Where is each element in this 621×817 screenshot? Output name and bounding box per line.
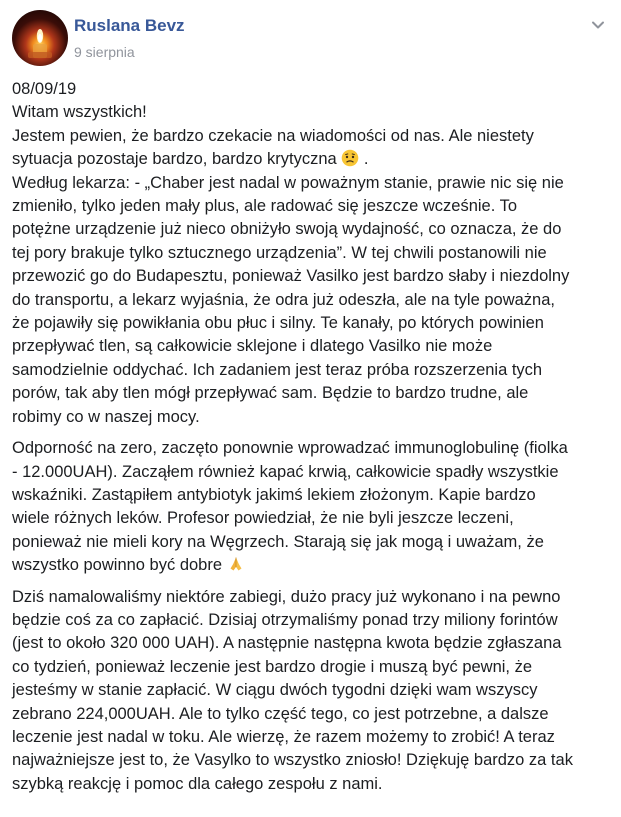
text-line: Odporność na zero, zaczęto ponownie wprowadzać immunoglobulinę (fiolka — [12, 439, 568, 458]
post-paragraph — [12, 437, 610, 577]
text-line: zmieniło, tylko jeden mały plus, ale radować się jeszcze wcześnie. To — [12, 197, 518, 216]
text-line — [12, 554, 610, 577]
post-paragraph — [12, 78, 610, 429]
text-line: leczenie jest nadal w toku. Ale wierzę, że razem możemy to zrobić! A teraz — [12, 727, 555, 746]
text-line: wiele różnych leków. Profesor powiedział, że nie byli jeszcze leczeni, — [12, 509, 514, 528]
post-header — [12, 10, 609, 66]
text-line: Witam wszystkich! — [12, 103, 147, 122]
post-paragraph — [12, 586, 610, 797]
worried-face-emoji — [341, 149, 359, 167]
text-line: wskaźniki. Zastąpiłem antybiotyk jakimś lekiem złożonym. Kapie bardzo — [12, 485, 536, 504]
post-date[interactable]: 9 sierpnia — [74, 44, 135, 60]
post-body — [12, 78, 610, 804]
text-line: potężne urządzenie już nieco obniżyło swoją wydajność, co oznacza, że do — [12, 220, 562, 239]
text-line: - 12.000UAH). Zacząłem również kapać krwią, całkowicie spadły wszystkie — [12, 462, 559, 481]
text-line: będzie coś za co zapłacić. Dzisiaj otrzymaliśmy ponad trzy miliony forintów — [12, 610, 558, 629]
text-segment: . — [359, 150, 369, 169]
text-line: przepływać tlen, są całkowicie sklejone i dlatego Vasilko nie może — [12, 337, 493, 356]
author-name[interactable]: Ruslana Bevz — [74, 16, 185, 35]
candle-image — [12, 10, 68, 66]
text-line: tej pory brakuje tylko sztucznego urządzenia”. W tej chwili postanowili nie — [12, 243, 547, 262]
text-line: co tydzień, ponieważ leczenie jest bardzo drogie i muszą być pewni, że — [12, 657, 533, 676]
text-segment: sytuacja pozostaje bardzo, bardzo krytyczna — [12, 150, 337, 169]
text-line: 08/09/19 — [12, 80, 77, 98]
text-line: Jestem pewien, że bardzo czekacie na wiadomości od nas. Ale niestety — [12, 126, 534, 145]
text-line: przewozić go do Budapesztu, ponieważ Vasilko jest bardzo słaby i niezdolny — [12, 267, 570, 286]
folded-hands-emoji — [227, 555, 245, 573]
text-line: (jest to około 320 000 UAH). A następnie następna kwota będzie zgłaszana — [12, 634, 562, 653]
text-line: samodzielnie oddychać. Ich zadaniem jest teraz próba rozszerzenia tych — [12, 360, 543, 379]
text-line: jesteśmy w stanie zapłacić. W ciągu dwóch tygodni dzięki wam wszyscy — [12, 681, 538, 700]
text-line: zebrano 224,000UAH. Ale to tylko część tego, co jest potrzebne, a dalsze — [12, 704, 549, 723]
text-line: porów, tak aby tlen mógł przepływać sam. Będzie to bardzo trudne, ale — [12, 384, 529, 403]
text-line: do transportu, a lekarz wyjaśnia, że odra już odeszła, ale na tyle poważna, — [12, 290, 555, 309]
text-line: Dziś namalowaliśmy niektóre zabiegi, dużo pracy już wykonano i na pewno — [12, 587, 561, 606]
text-line: ponieważ nie mieli kory na Węgrzech. Starają się jak mogą i uważam, że — [12, 532, 544, 551]
chevron-down-icon[interactable] — [589, 16, 607, 34]
text-line: że pojawiły się powikłania obu płuc i silny. Te kanały, po których powinien — [12, 314, 544, 333]
text-line: Według lekarza: - „Chaber jest nadal w poważnym stanie, prawie nic się nie — [12, 173, 564, 192]
text-line: szybką reakcję i pomoc dla całego zespołu z nami. — [12, 774, 383, 793]
text-line — [12, 148, 610, 171]
text-line: najważniejsze jest to, że Vasylko to wszystko zniosło! Dziękuję bardzo za tak — [12, 751, 573, 770]
avatar[interactable] — [12, 10, 68, 66]
text-segment: wszystko powinno być dobre — [12, 556, 223, 575]
text-line: robimy co w naszej mocy. — [12, 407, 200, 426]
